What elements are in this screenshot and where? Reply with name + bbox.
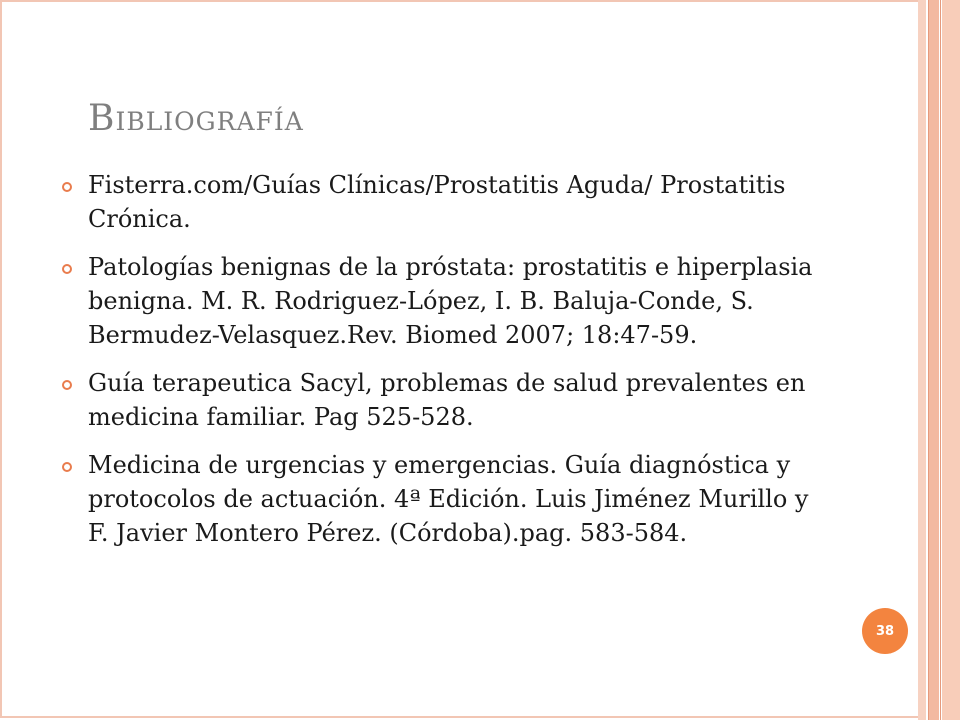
slide-title: Bibliografía <box>88 98 304 139</box>
bibliography-item <box>60 250 830 352</box>
bullet-ring-icon <box>62 462 72 472</box>
decorative-line <box>940 0 941 720</box>
bullet-ring-icon <box>62 182 72 192</box>
decorative-stripe <box>918 0 926 720</box>
bullet-ring-icon <box>62 264 72 274</box>
bibliography-item <box>60 448 830 550</box>
bibliography-text: Medicina de urgencias y emergencias. Guía diagnóstica y protocolos de actuación. 4ª Edición. Luis Jiménez Murillo y F. Javier Montero Pérez. (Córdoba).pag. 583-584. <box>88 451 809 547</box>
bibliography-text: Fisterra.com/Guías Clínicas/Prostatitis Aguda/ Prostatitis Crónica. <box>88 171 786 233</box>
bibliography-text: Guía terapeutica Sacyl, problemas de salud prevalentes en medicina familiar. Pag 525-528. <box>88 369 806 431</box>
decorative-stripe <box>942 0 960 720</box>
page-number-badge: 38 <box>862 608 908 654</box>
bibliography-item <box>60 366 830 434</box>
bibliography-item <box>60 168 830 236</box>
bibliography-text: Patologías benignas de la próstata: prostatitis e hiperplasia benigna. M. R. Rodriguez-López, I. B. Baluja-Conde, S. Bermudez-Velasquez.Rev. Biomed 2007; 18:47-59. <box>88 253 813 349</box>
bibliography-list <box>60 168 830 564</box>
bullet-ring-icon <box>62 380 72 390</box>
decorative-stripe <box>929 0 939 720</box>
decorative-line <box>928 0 929 720</box>
